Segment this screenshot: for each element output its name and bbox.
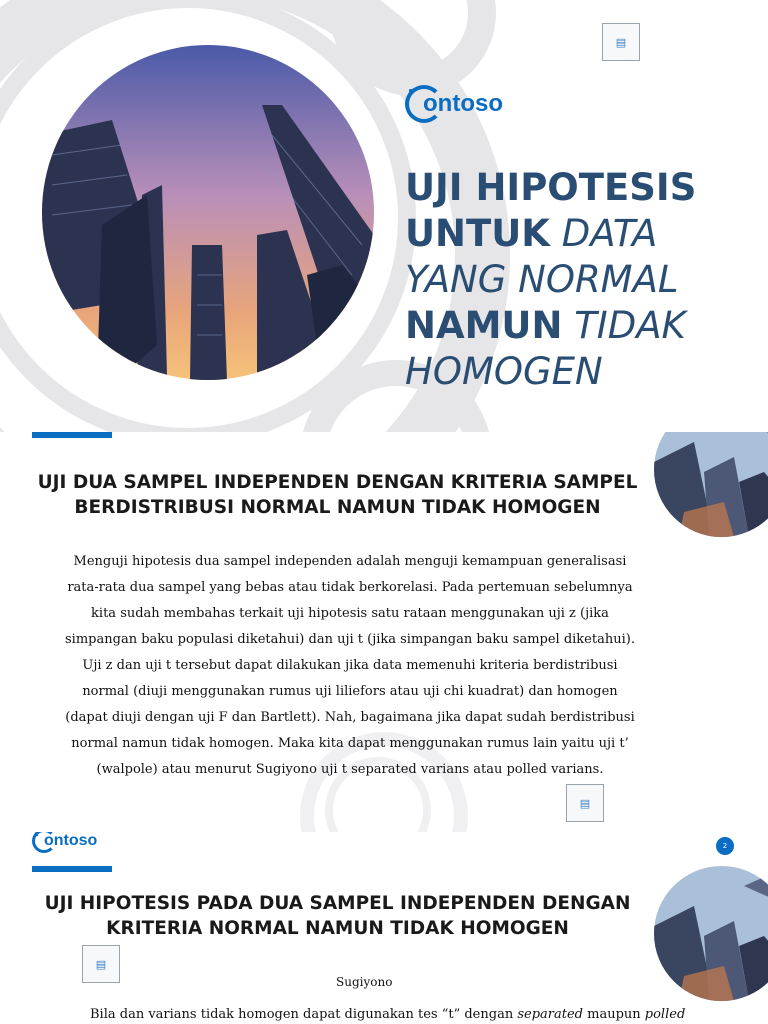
document-icon[interactable]: ▤ [566,784,604,822]
logo-text: ontoso [44,832,98,849]
slide-content-2 [0,832,768,1024]
skyscraper-photo [42,45,374,380]
logo-text: ontoso [423,90,503,117]
document-icon[interactable]: ▤ [82,945,120,983]
accent-bar [32,432,112,438]
accent-bar [32,866,112,872]
author-label: Sugiyono [336,975,393,989]
slide-content-1 [0,432,768,832]
document-icon[interactable]: ▤ [602,23,640,61]
skyscraper-thumbnail [654,866,768,1001]
section-heading: UJI DUA SAMPEL INDEPENDEN DENGAN KRITERIA SAMPEL BERDISTRIBUSI NORMAL NAMUN TIDAK HOMOGEN [37,472,638,518]
page-number-badge: 2 [716,837,734,855]
body-paragraph: Menguji hipotesis dua sampel independen adalah menguji kemampuan generalisasi rata-rata dua sampel yang bebas atau tidak berkorelasi. Pada pertemuan sebelumnya kita sudah membahas terkait uji hipotesis satu rataan menggunakan uji z (jika simpangan baku populasi diketahui) dan uji t (jika simpangan baku sampel diketahui). Uji z dan uji t tersebut dapat dilakukan jika data memenuhi kriteria berdistribusi normal (diuji menggunakan rumus uji liliefors atau uji chi kuadrat) dan homogen (dapat diuji dengan uji F dan Bartlett). Nah, bagaimana jika dapat sudah berdistribusi normal namun tidak homogen. Maka kita dapat menggunakan rumus lain yaitu uji t’ (walpole) atau menurut Sugiyono uji t separated varians atau polled varians. [65,554,635,777]
slide-title-text: UJI HIPOTESIS UNTUK DATA YANG NORMAL NAMUN TIDAK HOMOGEN [405,166,697,393]
skyscraper-thumbnail [654,432,768,537]
logo-mark-icon [405,85,443,123]
section-heading: UJI HIPOTESIS PADA DUA SAMPEL INDEPENDEN DENGAN KRITERIA NORMAL NAMUN TIDAK HOMOGEN [44,893,631,939]
contoso-logo [405,85,503,123]
slide-title [0,0,768,432]
contoso-logo [32,832,97,853]
body-line: Bila dan varians tidak homogen dapat digunakan tes “t” dengan separated maupun polled [90,1007,686,1022]
